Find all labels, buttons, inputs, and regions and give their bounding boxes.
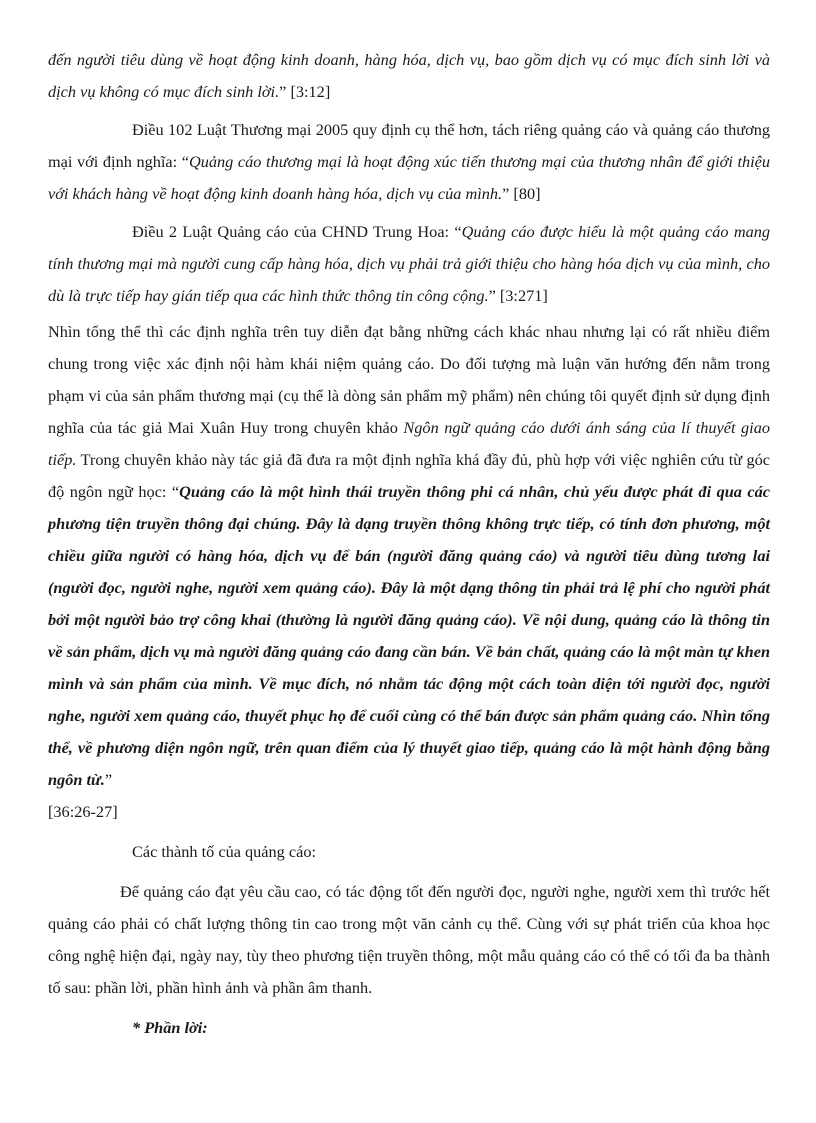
citation: [80]	[509, 184, 541, 203]
document-page	[48, 44, 770, 1044]
subsection-heading: * Phần lời:	[132, 1018, 208, 1037]
quote-close: ”	[279, 82, 287, 101]
quote-text: Quảng cáo thương mại là hoạt động xúc tiến thương mại của thương nhân để giới thiệu với khách hàng về hoạt động kinh doanh hàng hóa, dịch vụ của mình.	[48, 152, 771, 203]
quote-close: ”	[502, 184, 510, 203]
paragraph-lead: Điều 2 Luật Quảng cáo của CHND Trung Hoa: “	[132, 222, 462, 241]
section-label: Các thành tố của quảng cáo:	[132, 842, 316, 861]
definition-quote: Quảng cáo là một hình thái truyền thông phi cá nhân, chủ yếu được phát đi qua các phương tiện truyền thông đại chúng. Đây là dạng truyền thông không trực tiếp, có tính đơn phương, một chiều giữa người có hàng hóa, dịch vụ để bán (người đăng quảng cáo) và người tiêu dùng tương lai (người đọc, người nghe, người xem quảng cáo). Đây là một dạng thông tin phải trả lệ phí cho người phát bởi một người bảo trợ công khai (thường là người đăng quảng cáo). Về nội dung, quảng cáo là thông tin về sản phẩm, dịch vụ mà người đăng quảng cáo đang cần bán. Về bản chất, quảng cáo là một màn tự khen mình và sản phẩm của mình. Về mục đích, nó nhằm tác động một cách toàn diện tới người đọc, người nghe, người xem quảng cáo, thuyết phục họ để cuối cùng có thể bán được sản phẩm quảng cáo. Nhìn tổng thể, về phương diện ngôn ngữ, trên quan điểm của lý thuyết giao tiếp, quảng cáo là một hành động bằng ngôn từ.	[48, 482, 770, 789]
paragraph-lead: Nhìn tổng thể thì các định nghĩa trên tuy diễn đạt bằng những cách khác nhau nhưng lại có rất nhiều điểm chung trong việc xác định nội hàm khái niệm quảng cáo. Do đối tượng mà luận văn hướng đến nằm trong phạm vi của sản phẩm thương mại (cụ thể là dòng sản phẩm mỹ phẩm) nên chúng tôi quyết định sử dụng định nghĩa của tác giả Mai Xuân Huy trong chuyên khảo	[48, 322, 770, 437]
paragraph-3	[48, 216, 770, 312]
paragraph-mid: Trong chuyên khảo này tác giả đã đưa ra một định nghĩa khá đầy đủ, phù hợp với việc nghiên cứu từ góc độ ngôn ngữ học: “	[48, 450, 770, 501]
paragraph-1	[48, 44, 770, 108]
citation: [3:271]	[495, 286, 548, 305]
paragraph-2	[48, 114, 770, 210]
quote-close: ”	[488, 286, 496, 305]
citation: [36:26-27]	[48, 802, 118, 821]
paragraph-4	[48, 316, 770, 828]
paragraph-6: Để quảng cáo đạt yêu cầu cao, có tác động tốt đến người đọc, người nghe, người xem thì trước hết quảng cáo phải có chất lượng thông tin cao trong một văn cảnh cụ thể. Cùng với sự phát triển của khoa học công nghệ hiện đại, ngày nay, tùy theo phương tiện truyền thông, một mẫu quảng cáo có thể có tối đa ba thành tố sau: phần lời, phần hình ảnh và phần âm thanh.	[48, 882, 770, 997]
quote-text: đến người tiêu dùng về hoạt động kinh doanh, hàng hóa, dịch vụ, bao gồm dịch vụ có mục đích sinh lời và dịch vụ không có mục đích sinh lời.	[48, 50, 770, 101]
quote-close: ”	[104, 770, 113, 789]
paragraph-lead: Điều 102 Luật Thương mại 2005 quy định cụ thể hơn, tách riêng quảng cáo và quảng cáo thương mại với định nghĩa: “	[48, 120, 770, 171]
quote-text: Quảng cáo được hiểu là một quảng cáo mang tính thương mại mà người cung cấp hàng hóa, dịch vụ phải trả giới thiệu cho hàng hóa dịch vụ của mình, cho dù là trực tiếp hay gián tiếp qua các hình thức thông tin công cộng.	[48, 222, 771, 305]
citation: [3:12]	[286, 82, 331, 101]
book-title: Ngôn ngữ quảng cáo dưới ánh sáng của lí thuyết giao tiếp.	[48, 418, 770, 469]
